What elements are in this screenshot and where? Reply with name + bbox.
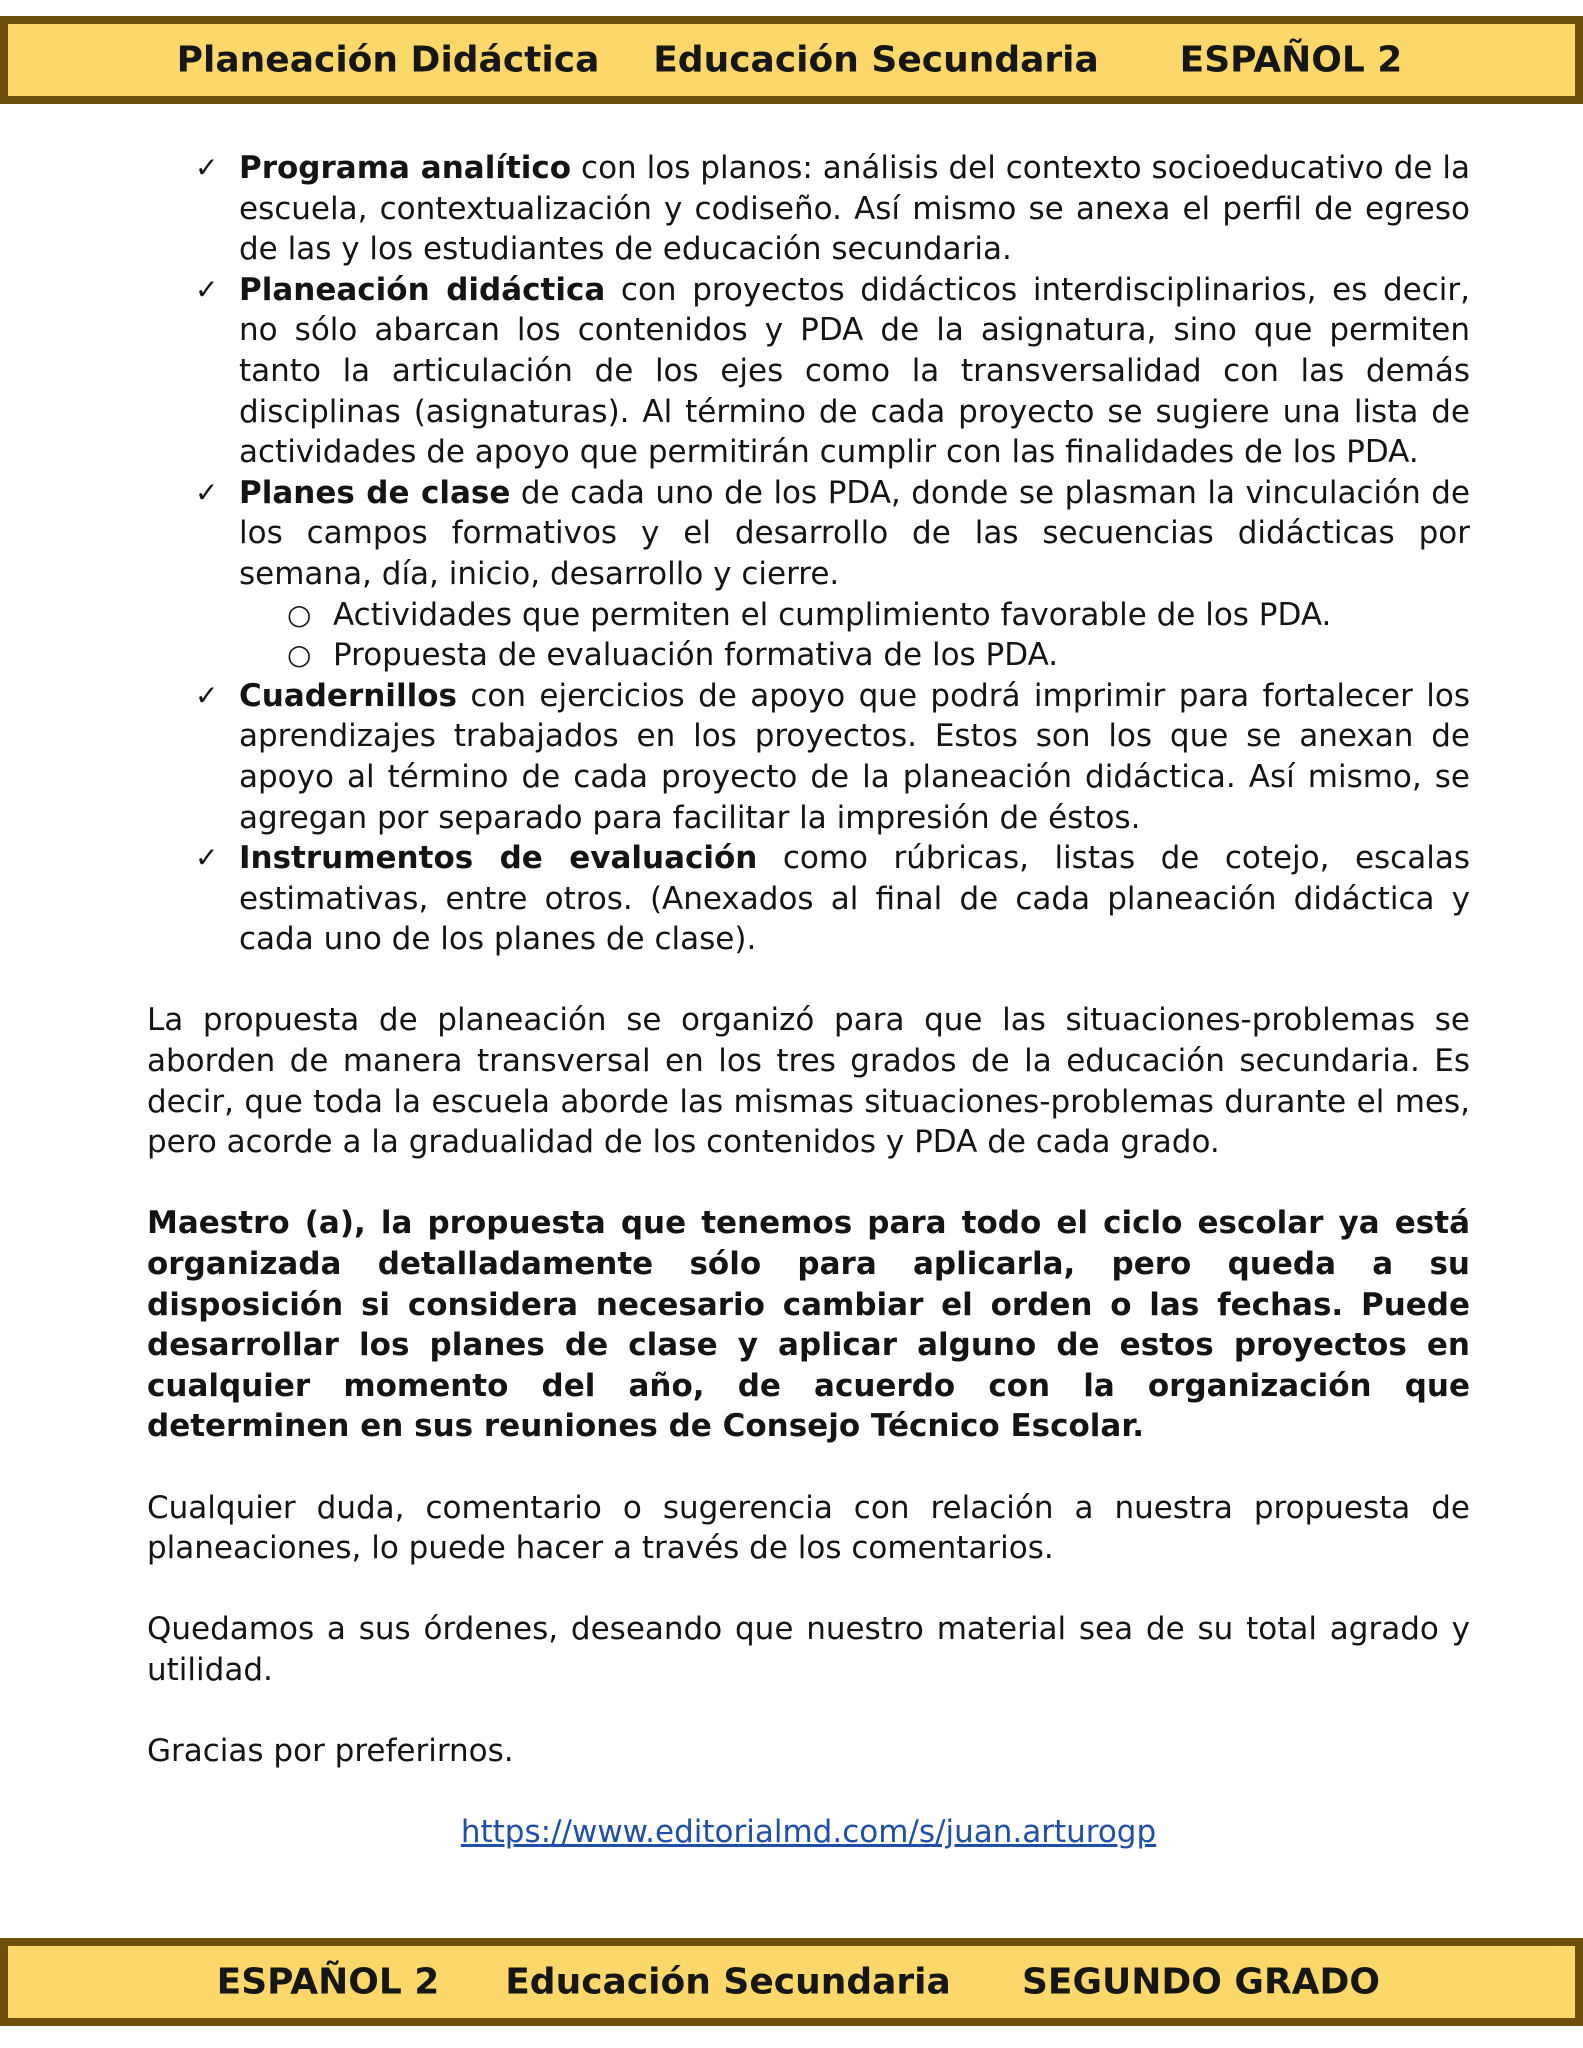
orders-paragraph: Quedamos a sus órdenes, deseando que nuestro material sea de su total agrado y utilidad. bbox=[147, 1611, 1470, 1688]
link-line bbox=[147, 1812, 1470, 1853]
checklist-item bbox=[195, 838, 1470, 960]
check-mark-icon: ✓ bbox=[195, 678, 219, 712]
check-mark-icon: ✓ bbox=[195, 475, 219, 509]
hollow-circle-bullet-icon: ○ bbox=[287, 638, 312, 672]
footer-left-title: ESPAÑOL 2 bbox=[216, 1961, 440, 2003]
footer-banner bbox=[0, 1938, 1583, 2026]
checklist-item bbox=[195, 148, 1471, 270]
header-right-title: ESPAÑOL 2 bbox=[1179, 39, 1403, 81]
checklist-item bbox=[195, 270, 1470, 473]
footer-center-title: Educación Secundaria bbox=[505, 1961, 951, 2003]
checklist-item-text: con proyectos didácticos interdisciplinarios, es decir, no sólo abarcan los contenidos y PDA de la asignatura, sino que permiten tanto la articulación de los ejes como la transversalidad con las demás disciplinas (asignaturas). Al término de cada proyecto se sugiere una lista de actividades de apoyo que permitirán cumplir con las finalidades de los PDA. bbox=[239, 271, 1470, 471]
page-body bbox=[147, 148, 1470, 1853]
sublist-item bbox=[287, 595, 1470, 636]
checklist-item-title: Planes de clase bbox=[239, 474, 511, 511]
sublist-item-text: Propuesta de evaluación formativa de los PDA. bbox=[333, 637, 1059, 674]
checklist-sublist bbox=[239, 595, 1470, 676]
header-left-title: Planeación Didáctica bbox=[176, 39, 600, 81]
footer-right-title: SEGUNDO GRADO bbox=[1021, 1961, 1381, 2003]
checklist-item-title: Instrumentos de evaluación bbox=[239, 840, 758, 877]
checklist-item-title: Programa analítico bbox=[239, 150, 572, 186]
checklist-item bbox=[195, 676, 1470, 838]
sublist-item bbox=[287, 635, 1470, 676]
teacher-note-paragraph: Maestro (a), la propuesta que tenemos para todo el ciclo escolar ya está organizada detalladamente sólo para aplicarla, pero queda a su disposición si considera necesario cambiar el orden o las fechas. Puede desarrollar los planes de clase y aplicar alguno de estos proyectos en cualquier momento del año, de acuerdo con la organización que determinen en sus reuniones de Consejo Técnico Escolar. bbox=[147, 1205, 1470, 1445]
checklist-item-text: como rúbricas, listas de cotejo, escalas estimativas, entre otros. (Anexados al final de cada planeación didáctica y cada uno de los planes de clase). bbox=[239, 840, 1470, 958]
check-mark-icon: ✓ bbox=[195, 841, 219, 875]
hollow-circle-bullet-icon: ○ bbox=[287, 597, 312, 631]
checklist-item-text: con los planos: análisis del contexto socioeducativo de la escuela, contextualización y codiseño. Así mismo se anexa el perfil de egreso de las y los estudiantes de educación secundaria. bbox=[239, 150, 1471, 268]
thanks-paragraph: Gracias por preferirnos. bbox=[147, 1733, 514, 1770]
checklist-item bbox=[195, 473, 1470, 676]
sublist-item-text: Actividades que permiten el cumplimiento favorable de los PDA. bbox=[333, 596, 1332, 633]
feature-checklist bbox=[147, 148, 1470, 960]
editorial-link[interactable]: https://www.editorialmd.com/s/juan.arturogp bbox=[460, 1814, 1157, 1851]
check-mark-icon: ✓ bbox=[195, 151, 219, 184]
checklist-item-text: de cada uno de los PDA, donde se plasman la vinculación de los campos formativos y el desarrollo de las secuencias didácticas por semana, día, inicio, desarrollo y cierre. bbox=[239, 474, 1470, 592]
header-banner bbox=[0, 16, 1583, 104]
questions-paragraph: Cualquier duda, comentario o sugerencia con relación a nuestra propuesta de planeaciones, lo puede hacer a través de los comentarios. bbox=[147, 1489, 1470, 1567]
proposal-paragraph: La propuesta de planeación se organizó para que las situaciones-problemas se aborden de manera transversal en los tres grados de la educación secundaria. Es decir, que toda la escuela aborde las mismas situaciones-problemas durante el mes, pero acorde a la gradualidad de los contenidos y PDA de cada grado. bbox=[147, 1002, 1470, 1161]
header-center-title: Educación Secundaria bbox=[653, 39, 1099, 81]
checklist-item-text: con ejercicios de apoyo que podrá imprimir para fortalecer los aprendizajes trabajados en los proyectos. Estos son los que se anexan de apoyo al término de cada proyecto de la planeación didáctica. Así mismo, se agregan por separado para facilitar la impresión de éstos. bbox=[239, 677, 1470, 836]
check-mark-icon: ✓ bbox=[195, 272, 219, 306]
checklist-item-title: Planeación didáctica bbox=[239, 271, 606, 308]
checklist-item-title: Cuadernillos bbox=[239, 677, 457, 714]
